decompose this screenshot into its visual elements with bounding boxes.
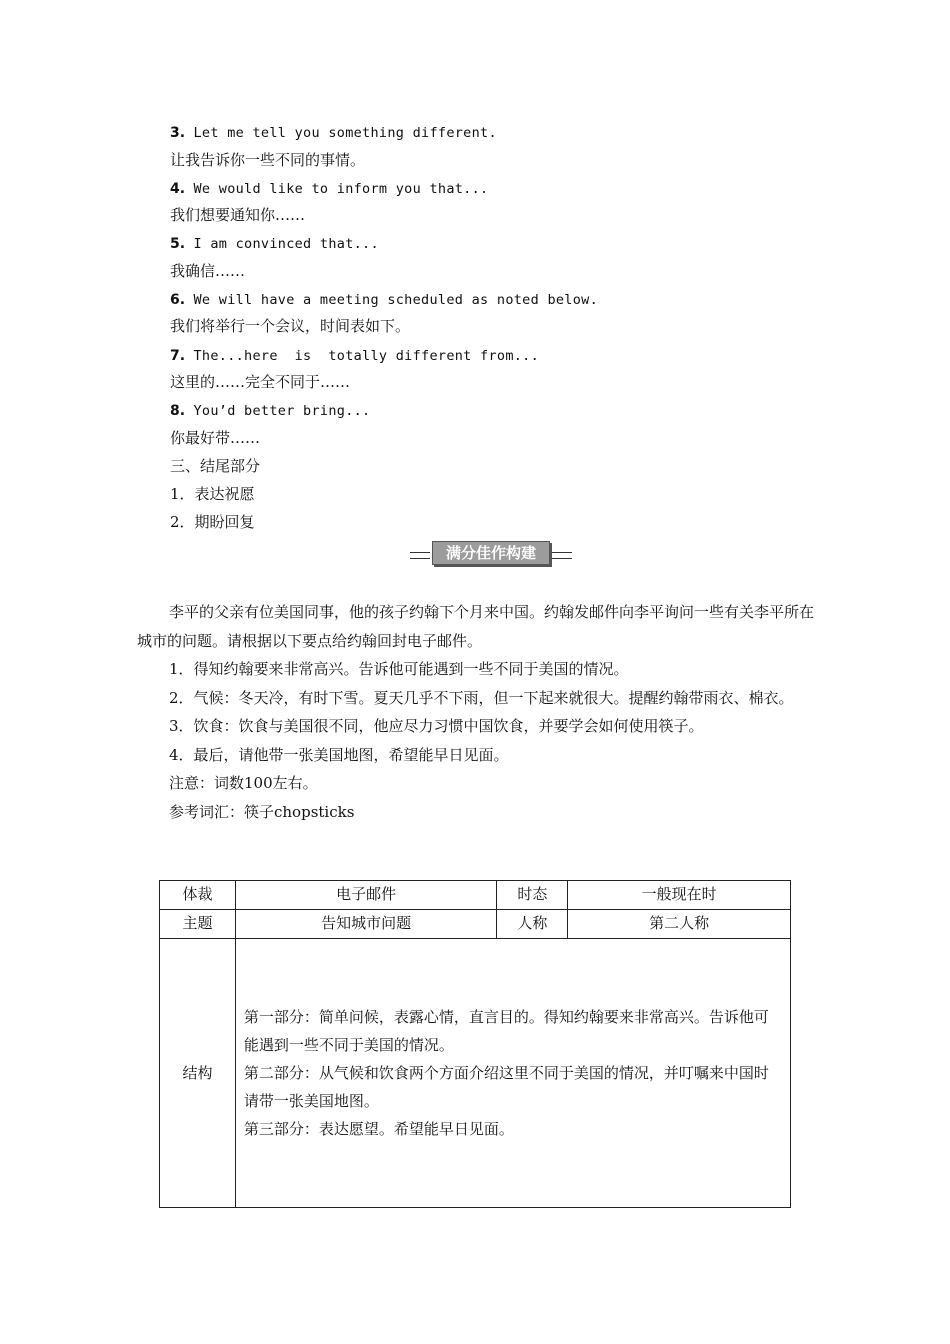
phrase-5-cn: 我确信…… <box>170 262 246 280</box>
task-vocab: 参考词汇：筷子chopsticks <box>169 802 355 821</box>
structure-part-3: 第三部分：表达愿望。希望能早日见面。 <box>243 1120 514 1138</box>
section-banner <box>410 540 572 566</box>
ending-item-1: 1．表达祝愿 <box>170 485 255 503</box>
banner-left-rule <box>410 552 430 559</box>
phrase-4-en: 4. We would like to inform you that... <box>170 181 489 197</box>
table-row <box>160 939 791 1208</box>
phrase-3-cn: 让我告诉你一些不同的事情。 <box>170 151 366 169</box>
person-value: 第二人称 <box>568 910 791 939</box>
task-point-4: 4．最后，请他带一张美国地图，希望能早日见面。 <box>169 745 509 764</box>
phrase-4-cn: 我们想要通知你…… <box>170 206 306 224</box>
phrase-7-en: 7. The...here is totally different from... <box>170 348 540 364</box>
topic-value: 告知城市问题 <box>235 910 497 939</box>
writing-analysis-table <box>159 880 791 1208</box>
genre-label: 体裁 <box>160 881 236 910</box>
phrase-7-cn: 这里的……完全不同于…… <box>170 373 351 391</box>
ending-heading: 三、结尾部分 <box>170 457 261 475</box>
tense-value: 一般现在时 <box>568 881 791 910</box>
phrase-6-cn: 我们将举行一个会议，时间表如下。 <box>170 317 411 335</box>
phrase-8-cn: 你最好带…… <box>170 429 261 447</box>
structure-part-2: 第二部分：从气候和饮食两个方面介绍这里不同于美国的情况，并叮嘱来中国时请带一张美国地图。 <box>243 1064 769 1110</box>
task-point-3: 3．饮食：饮食与美国很不同，他应尽力习惯中国饮食，并要学会如何使用筷子。 <box>169 717 704 735</box>
structure-part-1: 第一部分：简单问候，表露心情，直言目的。得知约翰要来非常高兴。告诉他可能遇到一些不同于美国的情况。 <box>243 1008 769 1054</box>
structure-content <box>235 939 790 1208</box>
ending-item-2: 2．期盼回复 <box>170 513 255 531</box>
table-row <box>160 910 791 939</box>
task-intro: 李平的父亲有位美国同事，他的孩子约翰下个月来中国。约翰发邮件向李平询问一些有关李平所在城市的问题。请根据以下要点给约翰回封电子邮件。 <box>137 603 815 650</box>
phrase-8-en: 8. You’d better bring... <box>170 403 371 419</box>
table-row <box>160 881 791 910</box>
person-label: 人称 <box>497 910 568 939</box>
phrase-3-en: 3. Let me tell you something different. <box>170 125 497 141</box>
genre-value: 电子邮件 <box>235 881 497 910</box>
tense-label: 时态 <box>497 881 568 910</box>
task-point-1: 1．得知约翰要来非常高兴。告诉他可能遇到一些不同于美国的情况。 <box>169 660 629 678</box>
phrase-5-en: 5. I am convinced that... <box>170 236 379 252</box>
task-note: 注意：词数100左右。 <box>169 774 318 792</box>
task-block <box>137 598 817 826</box>
banner-label: 满分佳作构建 <box>432 541 550 565</box>
structure-label: 结构 <box>160 939 236 1208</box>
topic-label: 主题 <box>160 910 236 939</box>
phrase-6-en: 6. We will have a meeting scheduled as noted below. <box>170 292 599 308</box>
task-point-2: 2．气候：冬天冷，有时下雪。夏天几乎不下雨，但一下起来就很大。提醒约翰带雨衣、棉衣。 <box>169 688 794 707</box>
banner-right-rule <box>552 552 572 559</box>
